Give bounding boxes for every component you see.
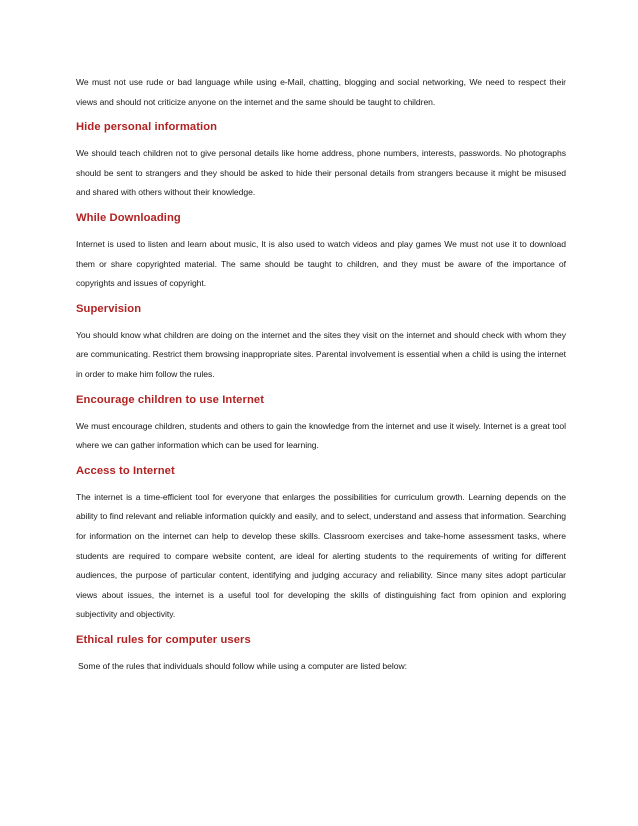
section-heading-hide-personal-information: Hide personal information [76,121,218,134]
section-heading-supervision: Supervision [76,302,142,315]
document-page [76,73,566,676]
section-heading-encourage-children: Encourage children to use Internet [76,393,265,406]
section-body-hide-personal-information: We should teach children not to give personal details like home address, phone numbers, interests, passwords. No photographs should be sent to strangers and they should be asked to hide their personal details from strangers because it might be misused and shared with others without their knowledge. [76,148,566,198]
section-heading-access-to-internet: Access to Internet [76,464,175,477]
section-body-while-downloading: Internet is used to listen and learn about music, It is also used to watch videos and play games We must not use it to download them or share copyrighted material. The same should be taught to children, and they must be aware of the importance of copyrights and issues of copyright. [76,238,566,289]
section-heading-while-downloading: While Downloading [76,211,181,224]
section-body-ethical-rules: Some of the rules that individuals should follow while using a computer are listed below: [78,660,407,671]
section-body-encourage-children: We must encourage children, students and others to gain the knowledge from the internet and use it wisely. Internet is a great tool where we can gather information which can be used for learning. [76,420,566,451]
section-body-access-to-internet: The internet is a time-efficient tool for everyone that enlarges the possibilities for curriculum growth. Learning depends on the ability to find relevant and reliable information quickly and easily, and to select, understand and assess that information. Searching for information on the internet can help to develop these skills. Classroom exercises and take-home assessment tasks, where students are required to compare website content, are ideal for alerting students to the requirements of writing for different audiences, the purpose of particular content, identifying and judging accuracy and reliability. Since many sites adopt particular views about issues, the internet is a useful tool for developing the skills of distinguishing fact from opinion and exploring subjectivity and objectivity. [76,491,566,620]
section-heading-ethical-rules: Ethical rules for computer users [76,633,251,646]
intro-paragraph: We must not use rude or bad language while using e-Mail, chatting, blogging and social networking, We need to respect their views and should not criticize anyone on the internet and the same should be taught to children. [76,77,566,107]
section-body-supervision: You should know what children are doing on the internet and the sites they visit on the internet and should check with whom they are communicating. Restrict them browsing inappropriate sites. Parental involvement is essential when a child is using the internet in order to make him follow the rules. [76,329,566,379]
